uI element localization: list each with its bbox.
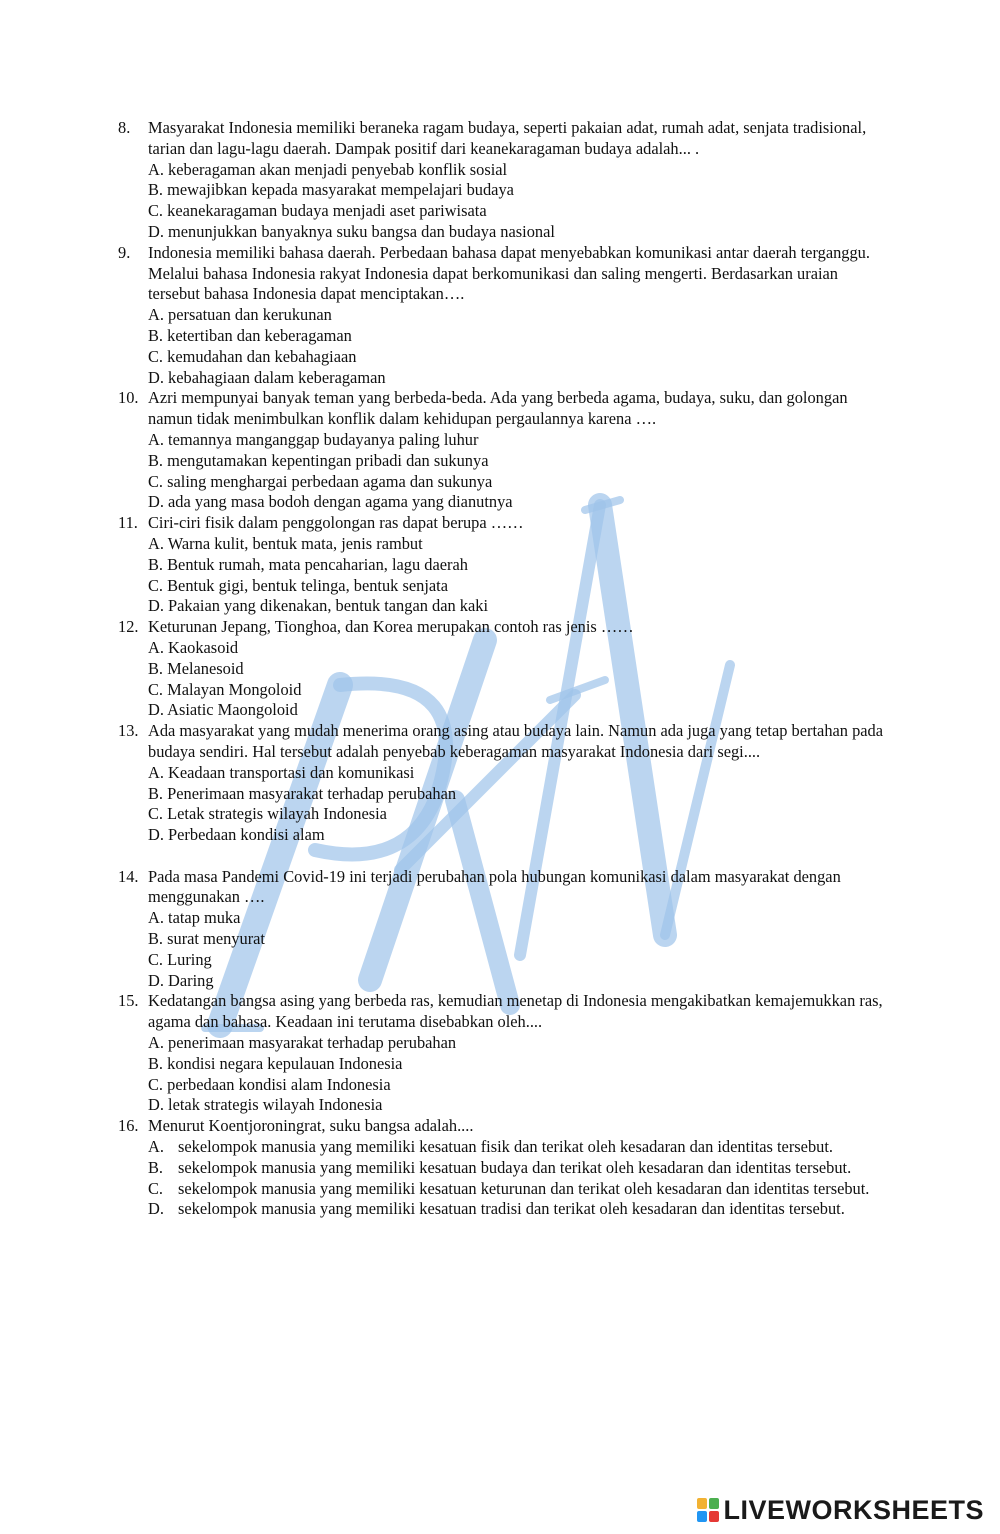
answer-option-d[interactable]: D. Daring	[148, 970, 214, 990]
answer-option-d[interactable]: D. letak strategis wilayah Indonesia	[148, 1095, 383, 1115]
answer-option-a[interactable]: A. penerimaan masyarakat terhadap perubahan	[148, 1033, 457, 1053]
question-text: Keturunan Jepang, Tionghoa, dan Korea merupakan contoh ras jenis ……	[148, 617, 634, 637]
answer-option-a[interactable]: A. Warna kulit, bentuk mata, jenis rambut	[148, 533, 423, 553]
answer-option-a[interactable]: A. keberagaman akan menjadi penyebab konflik sosial	[148, 159, 508, 179]
answer-option-c[interactable]: C. perbedaan kondisi alam Indonesia	[148, 1074, 391, 1094]
option-text: sekelompok manusia yang memiliki kesatuan tradisi dan terikat oleh kesadaran dan identitas tersebut.	[178, 1199, 845, 1219]
answer-options	[148, 1137, 888, 1220]
question-13	[118, 721, 888, 846]
option-letter: D.	[148, 1199, 164, 1219]
answer-options	[148, 908, 888, 991]
option-text: sekelompok manusia yang memiliki kesatuan keturunan dan terikat oleh kesadaran dan identitas tersebut.	[178, 1178, 870, 1198]
option-text: sekelompok manusia yang memiliki kesatuan budaya dan terikat oleh kesadaran dan identitas tersebut.	[178, 1157, 852, 1177]
blank-line	[118, 846, 888, 867]
question-number: 13.	[118, 721, 139, 741]
brand-name: LIVEWORKSHEETS	[723, 1494, 984, 1525]
answer-option-b[interactable]: B. mewajibkan kepada masyarakat mempelajari budaya	[148, 180, 514, 200]
questions-list	[118, 118, 888, 1220]
answer-option-c[interactable]: C. keanekaragaman budaya menjadi aset pariwisata	[148, 201, 487, 221]
question-10	[118, 388, 888, 513]
question-8	[118, 118, 888, 243]
answer-option-a[interactable]: A. temannya manganggap budayanya paling luhur	[148, 429, 479, 449]
answer-option-c[interactable]: C. kemudahan dan kebahagiaan	[148, 346, 357, 366]
question-number: 11.	[118, 513, 138, 533]
answer-options	[148, 534, 888, 617]
question-number: 15.	[118, 991, 139, 1011]
question-number: 9.	[118, 242, 131, 262]
question-text: Indonesia memiliki bahasa daerah. Perbedaan bahasa dapat menyebabkan komunikasi antar daerah terganggu. Melalui bahasa Indonesia rakyat Indonesia dapat berkomunikasi dan saling mengerti. Berdasarkan uraian tersebut bahasa Indonesia dapat menciptakan….	[148, 242, 870, 304]
answer-option-d[interactable]: D. Perbedaan kondisi alam	[148, 825, 325, 845]
answer-option-b[interactable]: B. Melanesoid	[148, 658, 244, 678]
question-14	[118, 867, 888, 992]
answer-option-b[interactable]: B. mengutamakan kepentingan pribadi dan sukunya	[148, 450, 489, 470]
question-text: Kedatangan bangsa asing yang berbeda ras, kemudian menetap di Indonesia mengakibatkan kemajemukkan ras, agama dan bahasa. Keadaan ini terutama disebabkan oleh....	[148, 991, 883, 1032]
answer-option-d[interactable]: D. ada yang masa bodoh dengan agama yang dianutnya	[148, 492, 513, 512]
question-16	[118, 1116, 888, 1220]
answer-option-d[interactable]: D. Asiatic Maongoloid	[148, 700, 298, 720]
question-text: Ciri-ciri fisik dalam penggolongan ras dapat berupa ……	[148, 513, 524, 533]
answer-option-a[interactable]: A. Kaokasoid	[148, 637, 239, 657]
answer-options	[148, 763, 888, 846]
answer-option-c[interactable]	[148, 1179, 888, 1200]
question-text: Menurut Koentjoroningrat, suku bangsa adalah....	[148, 1116, 474, 1136]
answer-options	[148, 638, 888, 721]
answer-option-b[interactable]: B. ketertiban dan keberagaman	[148, 325, 352, 345]
liveworksheets-logo-icon	[697, 1498, 719, 1522]
answer-options	[148, 160, 888, 243]
answer-option-b[interactable]: B. Bentuk rumah, mata pencaharian, lagu daerah	[148, 554, 468, 574]
answer-option-d[interactable]	[148, 1199, 888, 1220]
answer-option-d[interactable]: D. Pakaian yang dikenakan, bentuk tangan dan kaki	[148, 596, 489, 616]
question-text: Ada masyarakat yang mudah menerima orang asing atau budaya lain. Namun ada juga yang tetap bertahan pada budaya sendiri. Hal tersebut adalah penyebab keberagaman masyarakat Indonesia dari segi....	[148, 721, 884, 761]
answer-option-c[interactable]: C. Luring	[148, 949, 212, 969]
answer-option-d[interactable]: D. kebahagiaan dalam keberagaman	[148, 367, 386, 387]
answer-option-c[interactable]: C. Bentuk gigi, bentuk telinga, bentuk senjata	[148, 575, 448, 595]
question-text: Masyarakat Indonesia memiliki beraneka ragam budaya, seperti pakaian adat, rumah adat, senjata tradisional, tarian dan lagu-lagu daerah. Dampak positif dari keanekaragaman budaya adalah... .	[148, 118, 867, 158]
option-letter: C.	[148, 1178, 164, 1198]
answer-option-b[interactable]	[148, 1158, 888, 1179]
option-letter: B.	[148, 1157, 164, 1177]
answer-option-a[interactable]	[148, 1137, 888, 1158]
question-number: 12.	[118, 617, 139, 637]
answer-option-c[interactable]: C. Letak strategis wilayah Indonesia	[148, 804, 387, 824]
question-number: 16.	[118, 1116, 139, 1136]
answer-option-a[interactable]: A. Keadaan transportasi dan komunikasi	[148, 762, 415, 782]
answer-option-c[interactable]: C. Malayan Mongoloid	[148, 679, 302, 699]
answer-option-c[interactable]: C. saling menghargai perbedaan agama dan sukunya	[148, 471, 493, 491]
option-letter: A.	[148, 1137, 164, 1157]
answer-option-b[interactable]: B. surat menyurat	[148, 929, 265, 949]
answer-option-a[interactable]: A. persatuan dan kerukunan	[148, 305, 332, 325]
question-number: 10.	[118, 388, 139, 408]
answer-option-b[interactable]: B. Penerimaan masyarakat terhadap perubahan	[148, 783, 457, 803]
answer-options	[148, 305, 888, 388]
question-number: 8.	[118, 118, 131, 137]
liveworksheets-brand	[697, 1494, 984, 1525]
question-12	[118, 617, 888, 721]
option-text: sekelompok manusia yang memiliki kesatuan fisik dan terikat oleh kesadaran dan identitas tersebut.	[178, 1137, 833, 1157]
question-number: 14.	[118, 866, 139, 886]
question-15	[118, 991, 888, 1116]
answer-options	[148, 1033, 888, 1116]
question-11	[118, 513, 888, 617]
question-9	[118, 243, 888, 389]
answer-option-a[interactable]: A. tatap muka	[148, 908, 241, 928]
answer-options	[148, 430, 888, 513]
answer-option-d[interactable]: D. menunjukkan banyaknya suku bangsa dan budaya nasional	[148, 221, 555, 241]
question-text: Azri mempunyai banyak teman yang berbeda-beda. Ada yang berbeda agama, budaya, suku, dan golongan namun tidak menimbulkan konflik dalam kehidupan pergaulannya karena ….	[148, 388, 848, 429]
question-text: Pada masa Pandemi Covid-19 ini terjadi perubahan pola hubungan komunikasi dalam masyarakat dengan menggunakan ….	[148, 866, 841, 907]
answer-option-b[interactable]: B. kondisi negara kepulauan Indonesia	[148, 1053, 403, 1073]
